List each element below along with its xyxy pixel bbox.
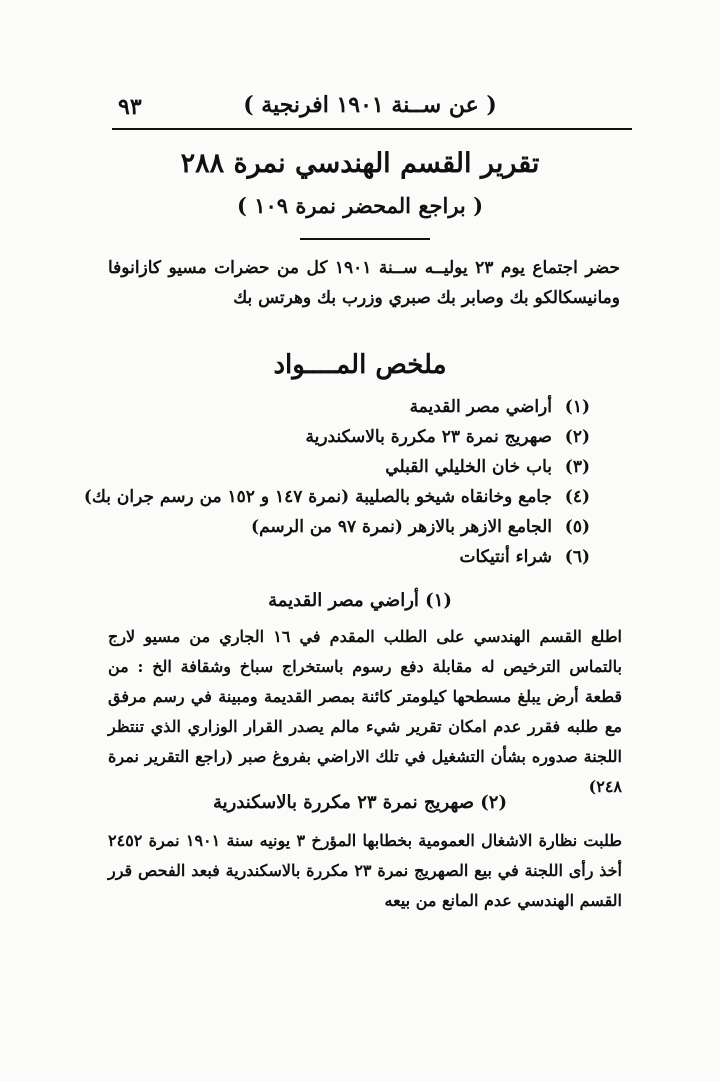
summary-heading: ملخص المــــواد: [273, 350, 447, 380]
item-text: صهريج نمرة ٢٣ مكررة بالاسكندرية: [305, 427, 552, 447]
item-number: (٦): [564, 547, 590, 567]
item-number: (٢): [564, 427, 590, 447]
item-text: شراء أنتيكات: [459, 547, 552, 567]
item-text: باب خان الخليلي القبلي: [385, 457, 552, 477]
summary-item: [120, 392, 590, 422]
report-reference: ( براجع المحضر نمرة ١٠٩ ): [237, 193, 483, 218]
section-heading-2: (٢) صهريج نمرة ٢٣ مكررة بالاسكندرية: [213, 792, 507, 813]
header-divider: [112, 128, 632, 130]
summary-item: [120, 452, 590, 482]
summary-list: [83, 392, 590, 572]
header-title: ( عن ســنة ١٩٠١ افرنجية ): [243, 92, 497, 118]
item-number: (٥): [564, 517, 590, 537]
item-text: جامع وخانقاه شيخو بالصليبة (نمرة ١٤٧ و ١٥٢ من رسم جران بك): [83, 487, 552, 507]
section-body-1: اطلع القسم الهندسي على الطلب المقدم في ١٦ الجاري من مسيو لارج بالتماس الترخيص له مقابلة دفع رسوم باستخراج سباخ وشقافة الخ : من قطعة أرض يبلغ مسطحها كيلومتر كائنة بمصر القديمة ومبينة في رسم مرفق مع طلبه فقرر عدم امكان تقرير شيء مالم يصدر القرار الوزاري الذي تنتظر اللجنة صدوره بشأن التشغيل في تلك الاراضي بفروغ صبر (راجع التقرير نمرة ٢٤٨): [108, 627, 622, 796]
attendance-paragraph: حضر اجتماع يوم ٢٣ يوليــه ســنة ١٩٠١ كل من حضرات مسيو كازانوفا ومانيسكالكو بك وصابر بك صبري وزرب بك وهرتس بك: [108, 258, 620, 308]
item-text: أراضي مصر القديمة: [409, 397, 552, 417]
title-divider: [300, 238, 430, 240]
summary-item: [120, 422, 590, 452]
section-heading-1: (١) أراضي مصر القديمة: [268, 590, 452, 611]
item-number: (١): [564, 397, 590, 417]
item-text: الجامع الازهر بالازهر (نمرة ٩٧ من الرسم): [251, 517, 552, 537]
summary-item: [120, 542, 590, 572]
item-number: (٤): [564, 487, 590, 507]
page-number: ٩٣: [118, 94, 142, 120]
page-header: [110, 92, 630, 132]
summary-item: [120, 512, 590, 542]
item-number: (٣): [564, 457, 590, 477]
summary-item: [83, 482, 590, 512]
report-title: تقرير القسم الهندسي نمرة ٢٨٨: [180, 148, 540, 179]
section-body-2: طلبت نظارة الاشغال العمومية بخطابها المؤرخ ٣ يونيه سنة ١٩٠١ نمرة ٢٤٥٢ أخذ رأى اللجنة في بيع الصهريج نمرة ٢٣ مكررة بالاسكندرية فبعد الفحص قرر القسم الهندسي عدم المانع من بيعه: [108, 831, 623, 910]
